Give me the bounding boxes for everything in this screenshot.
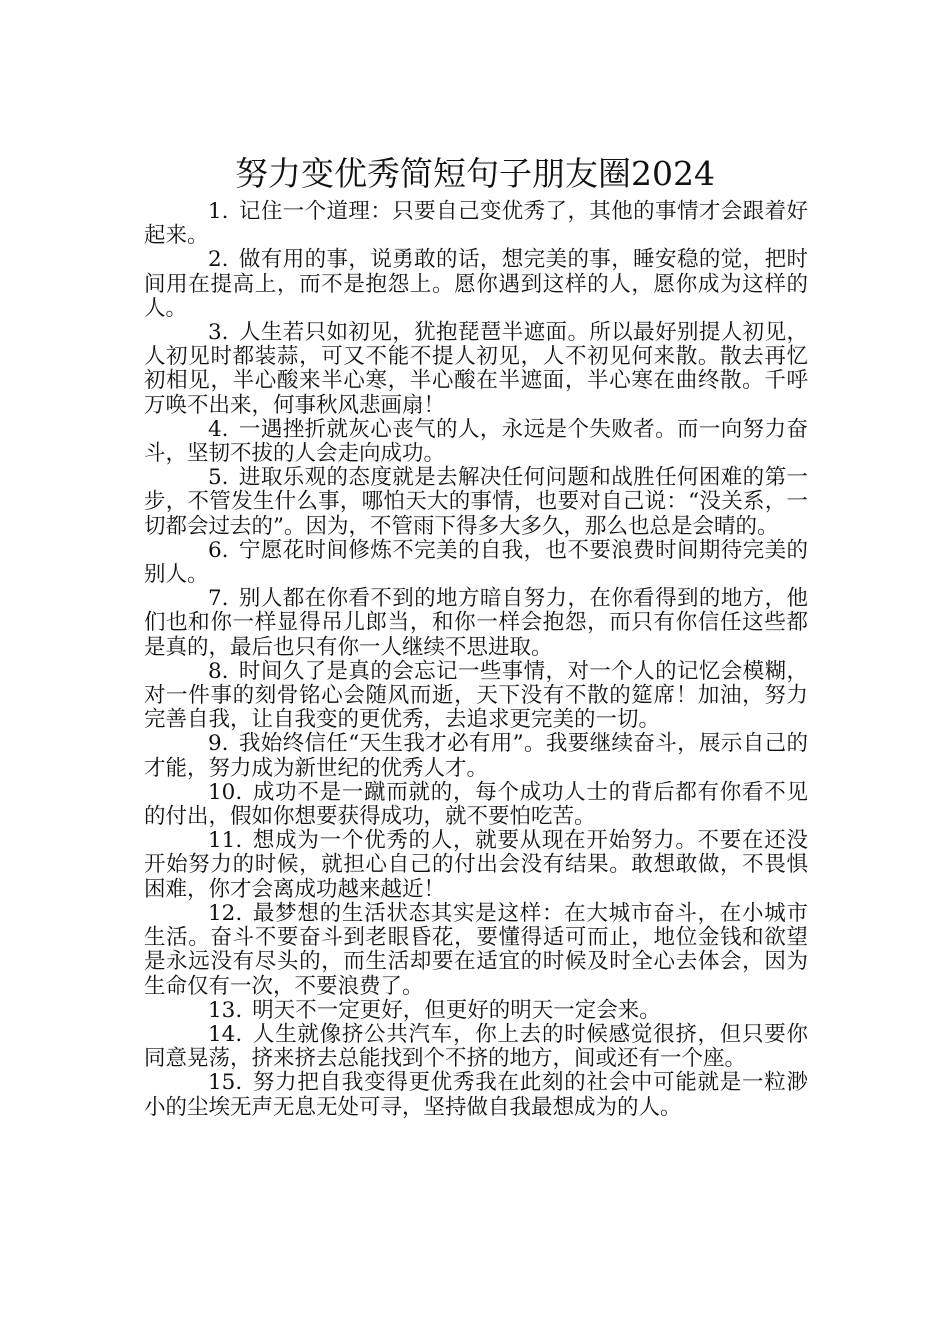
paragraph-text: 想成为一个优秀的人，就要从现在开始努力。不要在还没开始努力的时候，就担心自己的付出会没有结果。敢想敢做，不畏惧困难，你才会离成功越来越近！ — [144, 828, 808, 902]
paragraph-number: 7. — [208, 586, 229, 612]
paragraph-number: 14. — [208, 1021, 243, 1047]
paragraph-text: 时间久了是真的会忘记一些事情，对一个人的记忆会模糊，对一件事的刻骨铭心会随风而逝，天下没有不散的筵席！加油，努力完善自我，让自我变的更优秀，去追求更完美的一切。 — [144, 658, 808, 733]
paragraph-3 — [144, 321, 808, 418]
paragraph-8 — [144, 660, 808, 733]
paragraph-number: 4. — [208, 416, 229, 442]
paragraph-text: 人生就像挤公共汽车，你上去的时候感觉很挤，但只要你同意晃荡，挤来挤去总能找到个不挤的地方，间或还有一个座。 — [144, 1021, 808, 1072]
document-body — [144, 200, 808, 1120]
paragraph-4 — [144, 418, 808, 466]
paragraph-13 — [144, 999, 808, 1023]
paragraph-6 — [144, 539, 808, 587]
paragraph-number: 11. — [208, 828, 243, 854]
paragraph-1 — [144, 200, 808, 248]
document-title: 努力变优秀简短句子朋友圈2024 — [235, 154, 715, 194]
paragraph-number: 1. — [208, 199, 229, 224]
paragraph-9 — [144, 732, 808, 780]
paragraph-7 — [144, 587, 808, 660]
paragraph-5 — [144, 466, 808, 539]
paragraph-2 — [144, 248, 808, 321]
paragraph-number: 2. — [208, 247, 229, 273]
paragraph-text: 做有用的事，说勇敢的话，想完美的事，睡安稳的觉，把时间用在提高上，而不是抱怨上。愿你遇到这样的人，愿你成为这样的人。 — [144, 247, 808, 321]
paragraph-text: 努力把自我变得更优秀我在此刻的社会中可能就是一粒渺小的尘埃无声无息无处可寻，坚持做自我最想成为的人。 — [144, 1070, 808, 1120]
paragraph-number: 10. — [208, 779, 243, 805]
paragraph-number: 8. — [208, 658, 229, 684]
paragraph-text: 记住一个道理：只要自己变优秀了，其他的事情才会跟着好起来。 — [144, 199, 808, 249]
paragraph-number: 15. — [208, 1070, 243, 1096]
paragraph-10 — [144, 781, 808, 829]
paragraph-text: 人生若只如初见，犹抱琵琶半遮面。所以最好别提人初见，人初见时都装蒜，可又不能不提人初见，人不初见何来散。散去再忆初相见，半心酸来半心寒，半心酸在半遮面，半心寒在曲终散。千呼万唤不出来，何事秋风悲画扇！ — [144, 320, 808, 418]
paragraph-11 — [144, 829, 808, 902]
paragraph-number: 12. — [208, 900, 243, 926]
paragraph-text: 进取乐观的态度就是去解决任何问题和战胜任何困难的第一步，不管发生什么事，哪怕天大的事情，也要对自己说：“没关系，一切都会过去的”。因为，不管雨下得多大多久，那么也总是会晴的。 — [144, 465, 808, 539]
paragraph-text: 宁愿花时间修炼不完美的自我，也不要浪费时间期待完美的别人。 — [144, 537, 808, 588]
paragraph-12 — [144, 902, 808, 999]
paragraph-number: 5. — [208, 465, 229, 491]
paragraph-14 — [144, 1023, 808, 1071]
paragraph-number: 13. — [208, 997, 243, 1023]
paragraph-text: 最梦想的生活状态其实是这样：在大城市奋斗，在小城市生活。奋斗不要奋斗到老眼昏花，要懂得适可而止，地位金钱和欲望是永远没有尽头的，而生活却要在适宜的时候及时全心去体会，因为生命仅有一次，不要浪费了。 — [144, 900, 808, 999]
paragraph-number: 3. — [208, 320, 229, 346]
paragraph-text: 我始终信任“天生我才必有用”。我要继续奋斗，展示自己的才能，努力成为新世纪的优秀人才。 — [144, 731, 808, 781]
paragraph-text: 明天不一定更好，但更好的明天一定会来。 — [252, 997, 661, 1023]
paragraph-text: 成功不是一蹴而就的，每个成功人士的背后都有你看不见的付出，假如你想要获得成功，就不要怕吃苦。 — [144, 779, 808, 830]
paragraph-number: 9. — [208, 731, 229, 757]
paragraph-15 — [144, 1071, 808, 1119]
paragraph-number: 6. — [208, 537, 229, 563]
paragraph-text: 别人都在你看不到的地方暗自努力，在你看得到的地方，他们也和你一样显得吊儿郎当，和你一样会抱怨，而只有你信任这些都是真的，最后也只有你一人继续不思进取。 — [144, 586, 808, 660]
paragraph-text: 一遇挫折就灰心丧气的人，永远是个失败者。而一向努力奋斗，坚韧不拔的人会走向成功。 — [144, 416, 808, 467]
